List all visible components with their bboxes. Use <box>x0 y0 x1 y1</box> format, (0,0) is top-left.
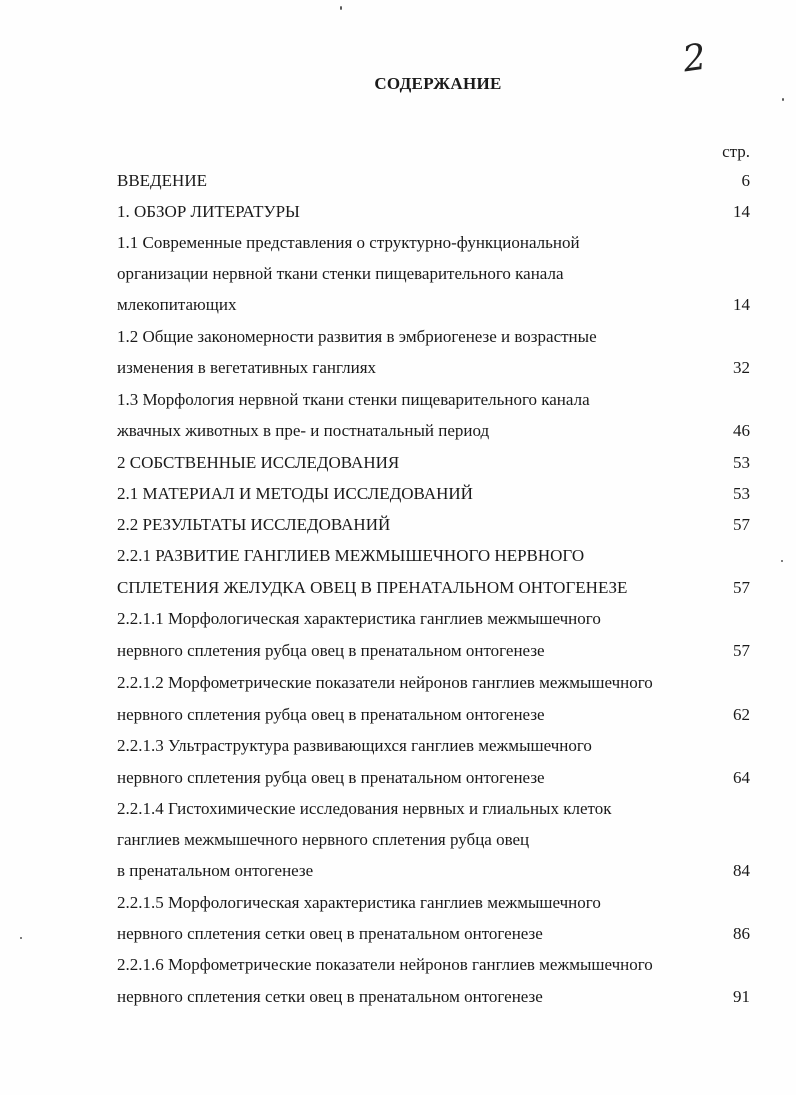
handwritten-page-number: 2 <box>680 36 709 81</box>
scan-speck <box>20 937 22 939</box>
toc-entry <box>117 169 750 193</box>
toc-entry-page: 91 <box>733 987 750 1006</box>
toc-entry-page: 53 <box>733 484 750 503</box>
toc-entry-text: 2 СОБСТВЕННЫЕ ИССЛЕДОВАНИЯ <box>117 453 400 472</box>
toc-entry-page: 57 <box>733 641 750 660</box>
toc-entry-text: нервного сплетения сетки овец в пренатальном онтогенезе <box>117 924 543 943</box>
toc-entry-page: 46 <box>733 421 750 440</box>
toc-entry-text: 2.2.1.3 Ультраструктура развивающихся ганглиев межмышечного <box>117 736 592 755</box>
toc-entry-text: 1.2 Общие закономерности развития в эмбриогенезе и возрастные <box>117 327 597 346</box>
scan-speck <box>781 560 783 562</box>
page-title: СОДЕРЖАНИЕ <box>374 74 502 93</box>
toc-entry-text: нервного сплетения рубца овец в пренатальном онтогенезе <box>117 768 545 787</box>
toc-entry <box>117 953 750 977</box>
toc-entry-text: жвачных животных в пре- и постнатальный период <box>117 421 490 440</box>
toc-entry-text: ганглиев межмышечного нервного сплетения рубца овец <box>117 830 530 849</box>
toc-entry-text: нервного сплетения сетки овец в пренатальном онтогенезе <box>117 987 543 1006</box>
toc-entry-text: млекопитающих <box>117 295 237 314</box>
toc-entry <box>117 639 750 663</box>
toc-entry <box>117 293 750 317</box>
toc-entry-text: 2.2.1.6 Морфометрические показатели нейронов ганглиев межмышечного <box>117 955 653 974</box>
toc-entry <box>117 200 750 224</box>
toc-entry-text: 1. ОБЗОР ЛИТЕРАТУРЫ <box>117 202 300 221</box>
toc-entry <box>117 766 750 790</box>
toc-entry-page: 32 <box>733 358 750 377</box>
toc-entry-text: ВВЕДЕНИЕ <box>117 171 207 190</box>
toc-entry-text: СПЛЕТЕНИЯ ЖЕЛУДКА ОВЕЦ В ПРЕНАТАЛЬНОМ ОНТОГЕНЕЗЕ <box>117 578 628 597</box>
toc-entry-page: 64 <box>733 768 750 787</box>
toc-entry-page: 6 <box>741 171 750 190</box>
toc-entry <box>117 576 750 600</box>
toc-entry-page: 14 <box>733 202 750 221</box>
toc-entry-text: организации нервной ткани стенки пищеварительного канала <box>117 264 564 283</box>
toc-entry <box>117 419 750 443</box>
toc-entry <box>117 891 750 915</box>
toc-entry-text: 2.2 РЕЗУЛЬТАТЫ ИССЛЕДОВАНИЙ <box>117 515 391 534</box>
toc-entry-text: нервного сплетения рубца овец в пренатальном онтогенезе <box>117 705 545 724</box>
toc-entry <box>117 262 750 286</box>
toc-entry-text: 2.1 МАТЕРИАЛ И МЕТОДЫ ИССЛЕДОВАНИЙ <box>117 484 473 503</box>
toc-entry-page: 62 <box>733 705 750 724</box>
toc-entry <box>117 231 750 255</box>
toc-entry-text: изменения в вегетативных ганглиях <box>117 358 377 377</box>
toc-entry <box>117 797 750 821</box>
toc-entry <box>117 482 750 506</box>
toc-entry <box>117 451 750 475</box>
toc-entry <box>117 325 750 349</box>
toc-entry <box>117 828 750 852</box>
toc-entry-text: 2.2.1.5 Морфологическая характеристика ганглиев межмышечного <box>117 893 601 912</box>
toc-entry <box>117 922 750 946</box>
toc-entry <box>117 859 750 883</box>
toc-entry <box>117 703 750 727</box>
toc-entry-text: 2.2.1 РАЗВИТИЕ ГАНГЛИЕВ МЕЖМЫШЕЧНОГО НЕРВНОГО <box>117 546 585 565</box>
toc-entry-page: 84 <box>733 861 750 880</box>
toc-entry-text: нервного сплетения рубца овец в пренатальном онтогенезе <box>117 641 545 660</box>
scan-speck <box>340 6 342 10</box>
page-column-label: стр. <box>722 142 750 161</box>
toc-entry-text: 2.2.1.2 Морфометрические показатели нейронов ганглиев межмышечного <box>117 673 653 692</box>
toc-entry-text: 2.2.1.1 Морфологическая характеристика ганглиев межмышечного <box>117 609 601 628</box>
scan-speck <box>782 98 784 101</box>
toc-entry-page: 57 <box>733 578 750 597</box>
toc-entry-page: 57 <box>733 515 750 534</box>
toc-entry <box>117 513 750 537</box>
toc-entry-text: 1.3 Морфология нервной ткани стенки пищеварительного канала <box>117 390 590 409</box>
toc-entry-page: 53 <box>733 453 750 472</box>
toc-entry-text: в пренатальном онтогенезе <box>117 861 314 880</box>
toc-entry-page: 14 <box>733 295 750 314</box>
toc-entry-page: 86 <box>733 924 750 943</box>
toc-entry <box>117 607 750 631</box>
toc-entry <box>117 734 750 758</box>
toc-entry <box>117 388 750 412</box>
toc-entry <box>117 671 750 695</box>
toc-entry-text: 1.1 Современные представления о структурно-функциональной <box>117 233 580 252</box>
toc-entry <box>117 544 750 568</box>
toc-entry-text: 2.2.1.4 Гистохимические исследования нервных и глиальных клеток <box>117 799 612 818</box>
toc-entry <box>117 985 750 1009</box>
toc-entry <box>117 356 750 380</box>
